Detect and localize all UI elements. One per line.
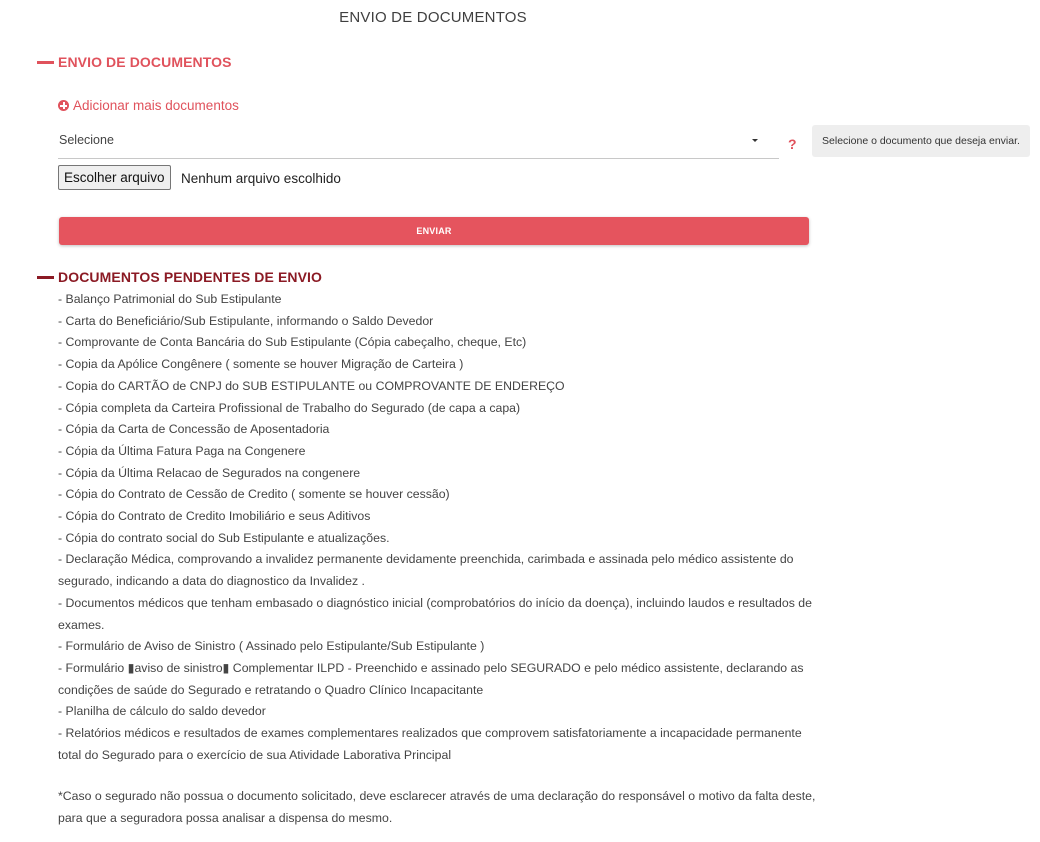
list-item: - Planilha de cálculo do saldo devedor — [58, 704, 266, 719]
choose-file-button[interactable]: Escolher arquivo — [58, 165, 171, 190]
list-item: - Cópia da Última Relacao de Segurados na congenere — [58, 465, 361, 480]
page-title: ENVIO DE DOCUMENTOS — [339, 9, 527, 26]
document-type-select[interactable] — [58, 125, 779, 159]
heading-dash — [37, 276, 54, 279]
list-item: - Cópia da Última Fatura Paga na Congenere — [58, 443, 306, 458]
document-type-select-value: Selecione — [59, 133, 114, 147]
heading-dash — [37, 61, 54, 64]
list-item: - Cópia da Carta de Concessão de Aposentadoria — [58, 422, 330, 437]
upload-section-heading-text: ENVIO DE DOCUMENTOS — [58, 54, 232, 70]
list-item: - Cópia do contrato social do Sub Estipulante e atualizações. — [58, 530, 390, 545]
send-button[interactable]: ENVIAR — [59, 217, 809, 245]
question-mark-icon[interactable]: ? — [788, 136, 797, 152]
list-item: - Copia do CARTÃO de CNPJ do SUB ESTIPULANTE ou COMPROVANTE DE ENDEREÇO — [58, 378, 565, 393]
upload-section-heading — [37, 54, 232, 70]
list-item: - Balanço Patrimonial do Sub Estipulante — [58, 292, 282, 306]
list-item: - Cópia completa da Carteira Profissional de Trabalho do Segurado (de capa a capa) — [58, 400, 521, 415]
help-tooltip: Selecione o documento que deseja enviar. — [812, 125, 1030, 157]
pending-section-heading-text: DOCUMENTOS PENDENTES DE ENVIO — [58, 269, 323, 285]
list-item: - Relatórios médicos e resultados de exames complementares realizados que comprovem satisfatoriamente a incapacidade permanente total do Segurado para o exercício de sua Atividade Laborativa Principal — [58, 726, 802, 762]
plus-circle-icon — [58, 100, 69, 111]
add-more-documents-label: Adicionar mais documentos — [73, 98, 239, 113]
list-item: - Documentos médicos que tenham embasado o diagnóstico inicial (comprobatórios do início da doença), incluindo laudos e resultados de exames. — [58, 595, 812, 632]
add-more-documents-link[interactable] — [58, 98, 239, 113]
list-item: - Cópia do Contrato de Cessão de Credito ( somente se houver cessão) — [58, 487, 450, 502]
list-item: - Formulário de Aviso de Sinistro ( Assinado pelo Estipulante/Sub Estipulante ) — [58, 639, 485, 654]
file-status-text: Nenhum arquivo escolhido — [181, 171, 341, 186]
list-item: - Cópia do Contrato de Credito Imobiliário e seus Aditivos — [58, 509, 371, 524]
list-item: - Declaração Médica, comprovando a invalidez permanente devidamente preenchida, carimbada e assinada pelo médico assistente do segurado, indicando a data do diagnostico da Invalidez . — [58, 552, 794, 589]
list-item: - Comprovante de Conta Bancária do Sub Estipulante (Cópia cabeçalho, cheque, Etc) — [58, 335, 527, 350]
missing-document-note: *Caso o segurado não possua o documento solicitado, deve esclarecer através de uma declaração do responsável o motivo da falta deste, para que a seguradora possa analisar a dispensa do mesmo. — [58, 789, 816, 825]
list-item: - Copia da Apólice Congênere ( somente se houver Migração de Carteira ) — [58, 357, 464, 372]
pending-section-heading — [37, 269, 322, 285]
list-item: - Carta do Beneficiário/Sub Estipulante, informando o Saldo Devedor — [58, 313, 434, 328]
list-item: - Formulário ▮aviso de sinistro▮ Complementar ILPD - Preenchido e assinado pelo SEGURADO e pelo médico assistente, declarando as condições de saúde do Segurado e retratando o Quadro Clínico Incapacitante — [58, 660, 804, 697]
pending-documents-list — [58, 289, 818, 766]
caret-down-icon — [752, 139, 758, 142]
